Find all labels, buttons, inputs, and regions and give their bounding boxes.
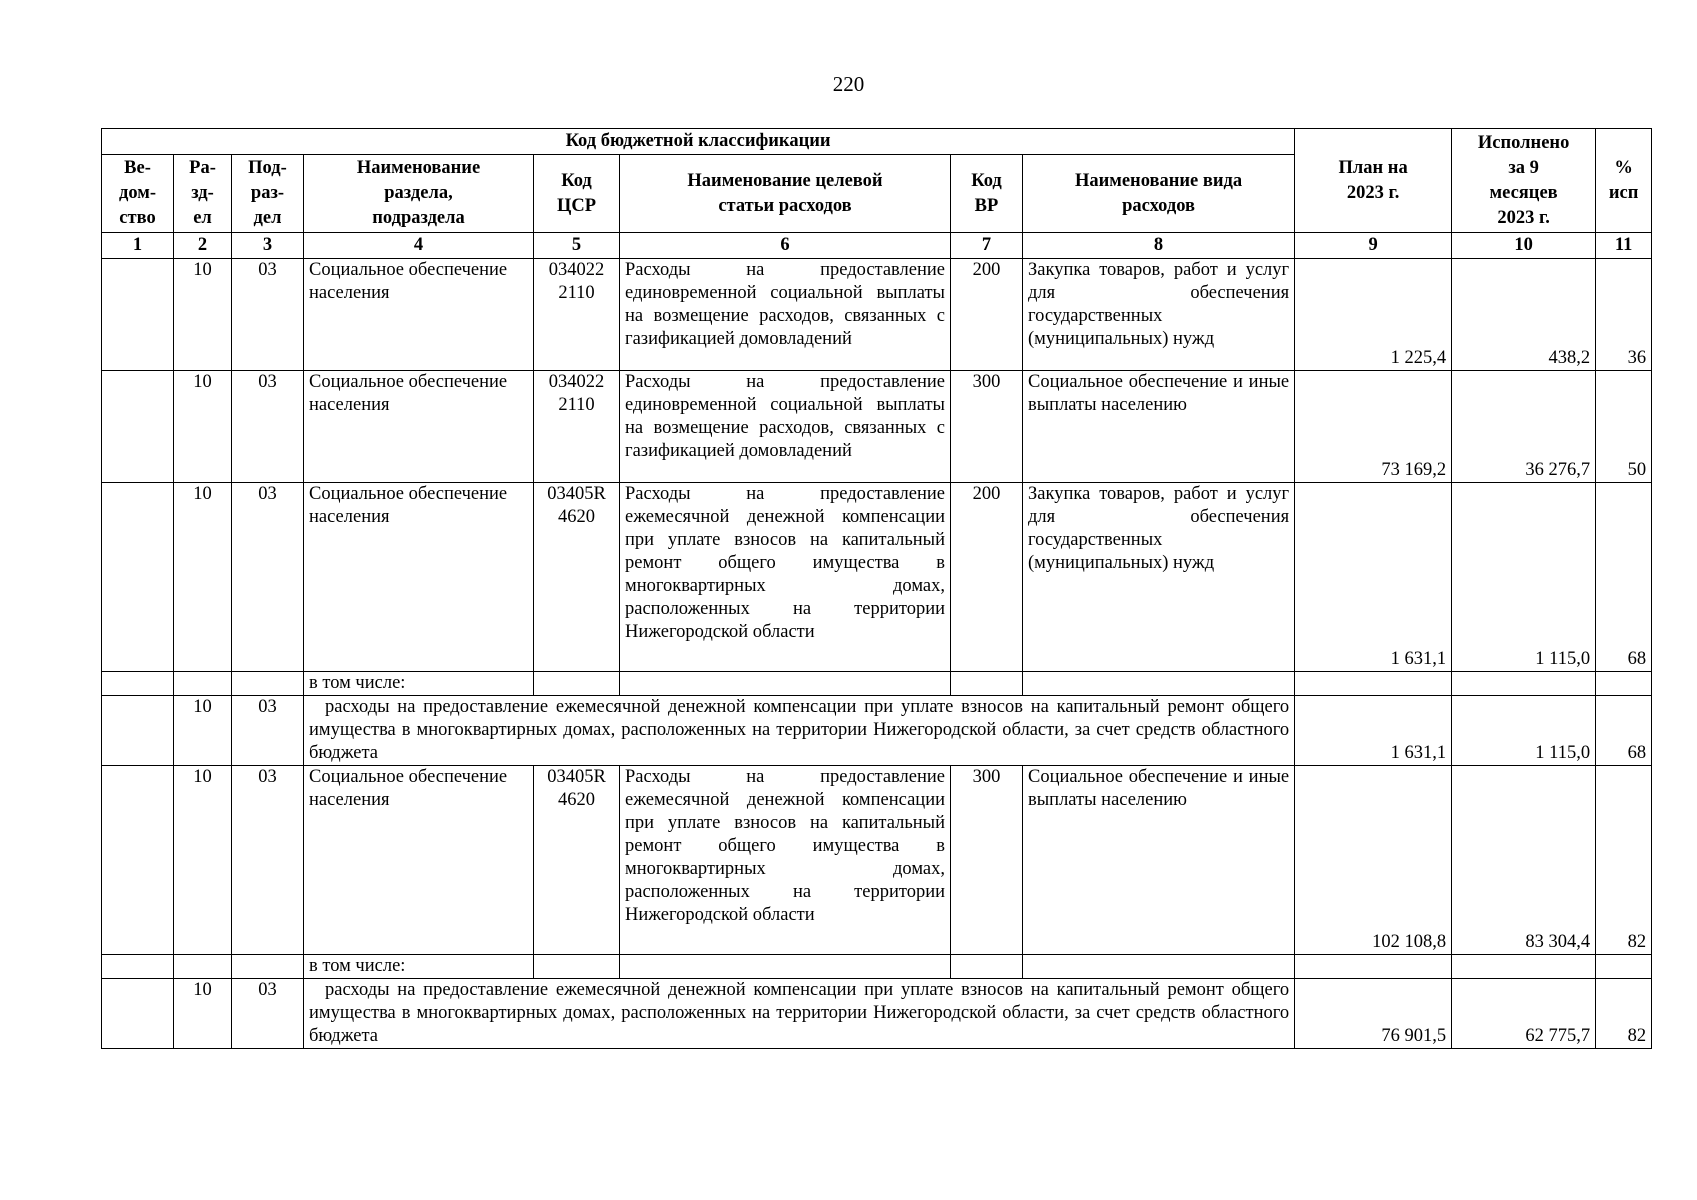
cell-empty (534, 672, 620, 696)
cell-podrazdel: 03 (232, 696, 304, 766)
header-naim-statyi: Наименование целевой статьи расходов (620, 155, 951, 233)
cell-kod-csr: 03405R 4620 (534, 483, 620, 672)
cell-empty (102, 979, 174, 1049)
cell-empty (1596, 672, 1652, 696)
cell-naim-vida: Закупка товаров, работ и услуг для обеспечения государственных (муниципальных) нужд (1023, 483, 1295, 672)
cell-kod-vr: 200 (951, 259, 1023, 371)
cell-empty (1452, 955, 1596, 979)
cell-plan: 1 631,1 (1295, 696, 1452, 766)
cell-razdel: 10 (174, 766, 232, 955)
header-budget-classification: Код бюджетной классификации (102, 129, 1295, 155)
cell-naim-statyi: Расходы на предоставление ежемесячной денежной компенсации при уплате взносов на капитальный ремонт общего имущества в многоквартирных домах, расположенных на территории Нижегородской области (620, 766, 951, 955)
cell-vedomstvo (102, 259, 174, 371)
cell-kod-vr: 300 (951, 766, 1023, 955)
cell-empty (232, 955, 304, 979)
cell-podrazdel: 03 (232, 766, 304, 955)
cell-ispolneno: 438,2 (1452, 259, 1596, 371)
cell-kod-csr: 034022 2110 (534, 259, 620, 371)
cell-vedomstvo (102, 766, 174, 955)
cell-naim-statyi: Расходы на предоставление ежемесячной денежной компенсации при уплате взносов на капитальный ремонт общего имущества в многоквартирных домах, расположенных на территории Нижегородской области (620, 483, 951, 672)
cell-empty (1452, 672, 1596, 696)
cell-empty (174, 955, 232, 979)
cell-pct: 50 (1596, 371, 1652, 483)
cell-naim-vida: Социальное обеспечение и иные выплаты населению (1023, 766, 1295, 955)
cell-ispolneno: 1 115,0 (1452, 483, 1596, 672)
cell-plan: 1 225,4 (1295, 259, 1452, 371)
cell-plan: 73 169,2 (1295, 371, 1452, 483)
cell-ispolneno: 62 775,7 (1452, 979, 1596, 1049)
column-number: 5 (534, 233, 620, 259)
column-number: 1 (102, 233, 174, 259)
cell-pct: 68 (1596, 483, 1652, 672)
cell-empty (1023, 672, 1295, 696)
header-ispolneno: Исполнено за 9 месяцев 2023 г. (1452, 129, 1596, 233)
column-number: 10 (1452, 233, 1596, 259)
cell-description: расходы на предоставление ежемесячной денежной компенсации при уплате взносов на капитальный ремонт общего имущества в многоквартирных домах, расположенных на территории Нижегородской области, за счет средств областного бюджета (304, 696, 1295, 766)
cell-empty (1295, 955, 1452, 979)
cell-empty (232, 672, 304, 696)
header-plan: План на 2023 г. (1295, 129, 1452, 233)
header-vedomstvo: Ве- дом- ство (102, 155, 174, 233)
cell-ispolneno: 83 304,4 (1452, 766, 1596, 955)
column-number: 4 (304, 233, 534, 259)
cell-empty (102, 672, 174, 696)
cell-naim-razdela: Социальное обеспечение населения (304, 371, 534, 483)
cell-pct: 82 (1596, 766, 1652, 955)
cell-empty (620, 955, 951, 979)
cell-podrazdel: 03 (232, 371, 304, 483)
table-row (102, 371, 1652, 483)
cell-podrazdel: 03 (232, 259, 304, 371)
header-kod-vr: Код ВР (951, 155, 1023, 233)
cell-empty (951, 955, 1023, 979)
cell-naim-vida: Социальное обеспечение и иные выплаты населению (1023, 371, 1295, 483)
column-number: 11 (1596, 233, 1652, 259)
cell-kod-csr: 034022 2110 (534, 371, 620, 483)
column-number: 3 (232, 233, 304, 259)
header-naim-vida: Наименование вида расходов (1023, 155, 1295, 233)
table-row (102, 696, 1652, 766)
column-number: 6 (620, 233, 951, 259)
cell-plan: 102 108,8 (1295, 766, 1452, 955)
cell-naim-vida: Закупка товаров, работ и услуг для обеспечения государственных (муниципальных) нужд (1023, 259, 1295, 371)
column-number: 2 (174, 233, 232, 259)
cell-naim-statyi: Расходы на предоставление единовременной социальной выплаты на возмещение расходов, связанных с газификацией домовладений (620, 371, 951, 483)
cell-podrazdel: 03 (232, 979, 304, 1049)
table-row-subtotal-label (102, 955, 1652, 979)
cell-empty (102, 696, 174, 766)
budget-table (101, 128, 1652, 1049)
cell-razdel: 10 (174, 979, 232, 1049)
cell-pct: 82 (1596, 979, 1652, 1049)
cell-razdel: 10 (174, 259, 232, 371)
table-row (102, 979, 1652, 1049)
column-number-row (102, 233, 1652, 259)
cell-razdel: 10 (174, 483, 232, 672)
cell-empty (1023, 955, 1295, 979)
header-pct: % исп (1596, 129, 1652, 233)
cell-ispolneno: 36 276,7 (1452, 371, 1596, 483)
table-row (102, 766, 1652, 955)
cell-naim-razdela: Социальное обеспечение населения (304, 259, 534, 371)
cell-vtom-chisle: в том числе: (304, 955, 534, 979)
cell-empty (951, 672, 1023, 696)
cell-razdel: 10 (174, 371, 232, 483)
header-group-row (102, 129, 1652, 155)
cell-empty (174, 672, 232, 696)
column-number: 7 (951, 233, 1023, 259)
cell-naim-statyi: Расходы на предоставление единовременной социальной выплаты на возмещение расходов, связанных с газификацией домовладений (620, 259, 951, 371)
column-number: 9 (1295, 233, 1452, 259)
header-podrazdel: Под- раз- дел (232, 155, 304, 233)
cell-vedomstvo (102, 483, 174, 672)
table-row (102, 259, 1652, 371)
cell-naim-razdela: Социальное обеспечение населения (304, 766, 534, 955)
cell-kod-csr: 03405R 4620 (534, 766, 620, 955)
cell-kod-vr: 300 (951, 371, 1023, 483)
cell-empty (1295, 672, 1452, 696)
table-row (102, 483, 1652, 672)
cell-vtom-chisle: в том числе: (304, 672, 534, 696)
cell-pct: 68 (1596, 696, 1652, 766)
cell-plan: 1 631,1 (1295, 483, 1452, 672)
cell-empty (1596, 955, 1652, 979)
column-number: 8 (1023, 233, 1295, 259)
cell-ispolneno: 1 115,0 (1452, 696, 1596, 766)
cell-empty (534, 955, 620, 979)
table-row-subtotal-label (102, 672, 1652, 696)
cell-podrazdel: 03 (232, 483, 304, 672)
cell-naim-razdela: Социальное обеспечение населения (304, 483, 534, 672)
cell-vedomstvo (102, 371, 174, 483)
cell-pct: 36 (1596, 259, 1652, 371)
cell-description: расходы на предоставление ежемесячной денежной компенсации при уплате взносов на капитальный ремонт общего имущества в многоквартирных домах, расположенных на территории Нижегородской области, за счет средств областного бюджета (304, 979, 1295, 1049)
cell-empty (620, 672, 951, 696)
cell-razdel: 10 (174, 696, 232, 766)
cell-plan: 76 901,5 (1295, 979, 1452, 1049)
header-naim-razdela: Наименование раздела, подраздела (304, 155, 534, 233)
page-number: 220 (832, 72, 865, 96)
header-razdel: Ра- зд- ел (174, 155, 232, 233)
header-kod-csr: Код ЦСР (534, 155, 620, 233)
cell-kod-vr: 200 (951, 483, 1023, 672)
cell-empty (102, 955, 174, 979)
